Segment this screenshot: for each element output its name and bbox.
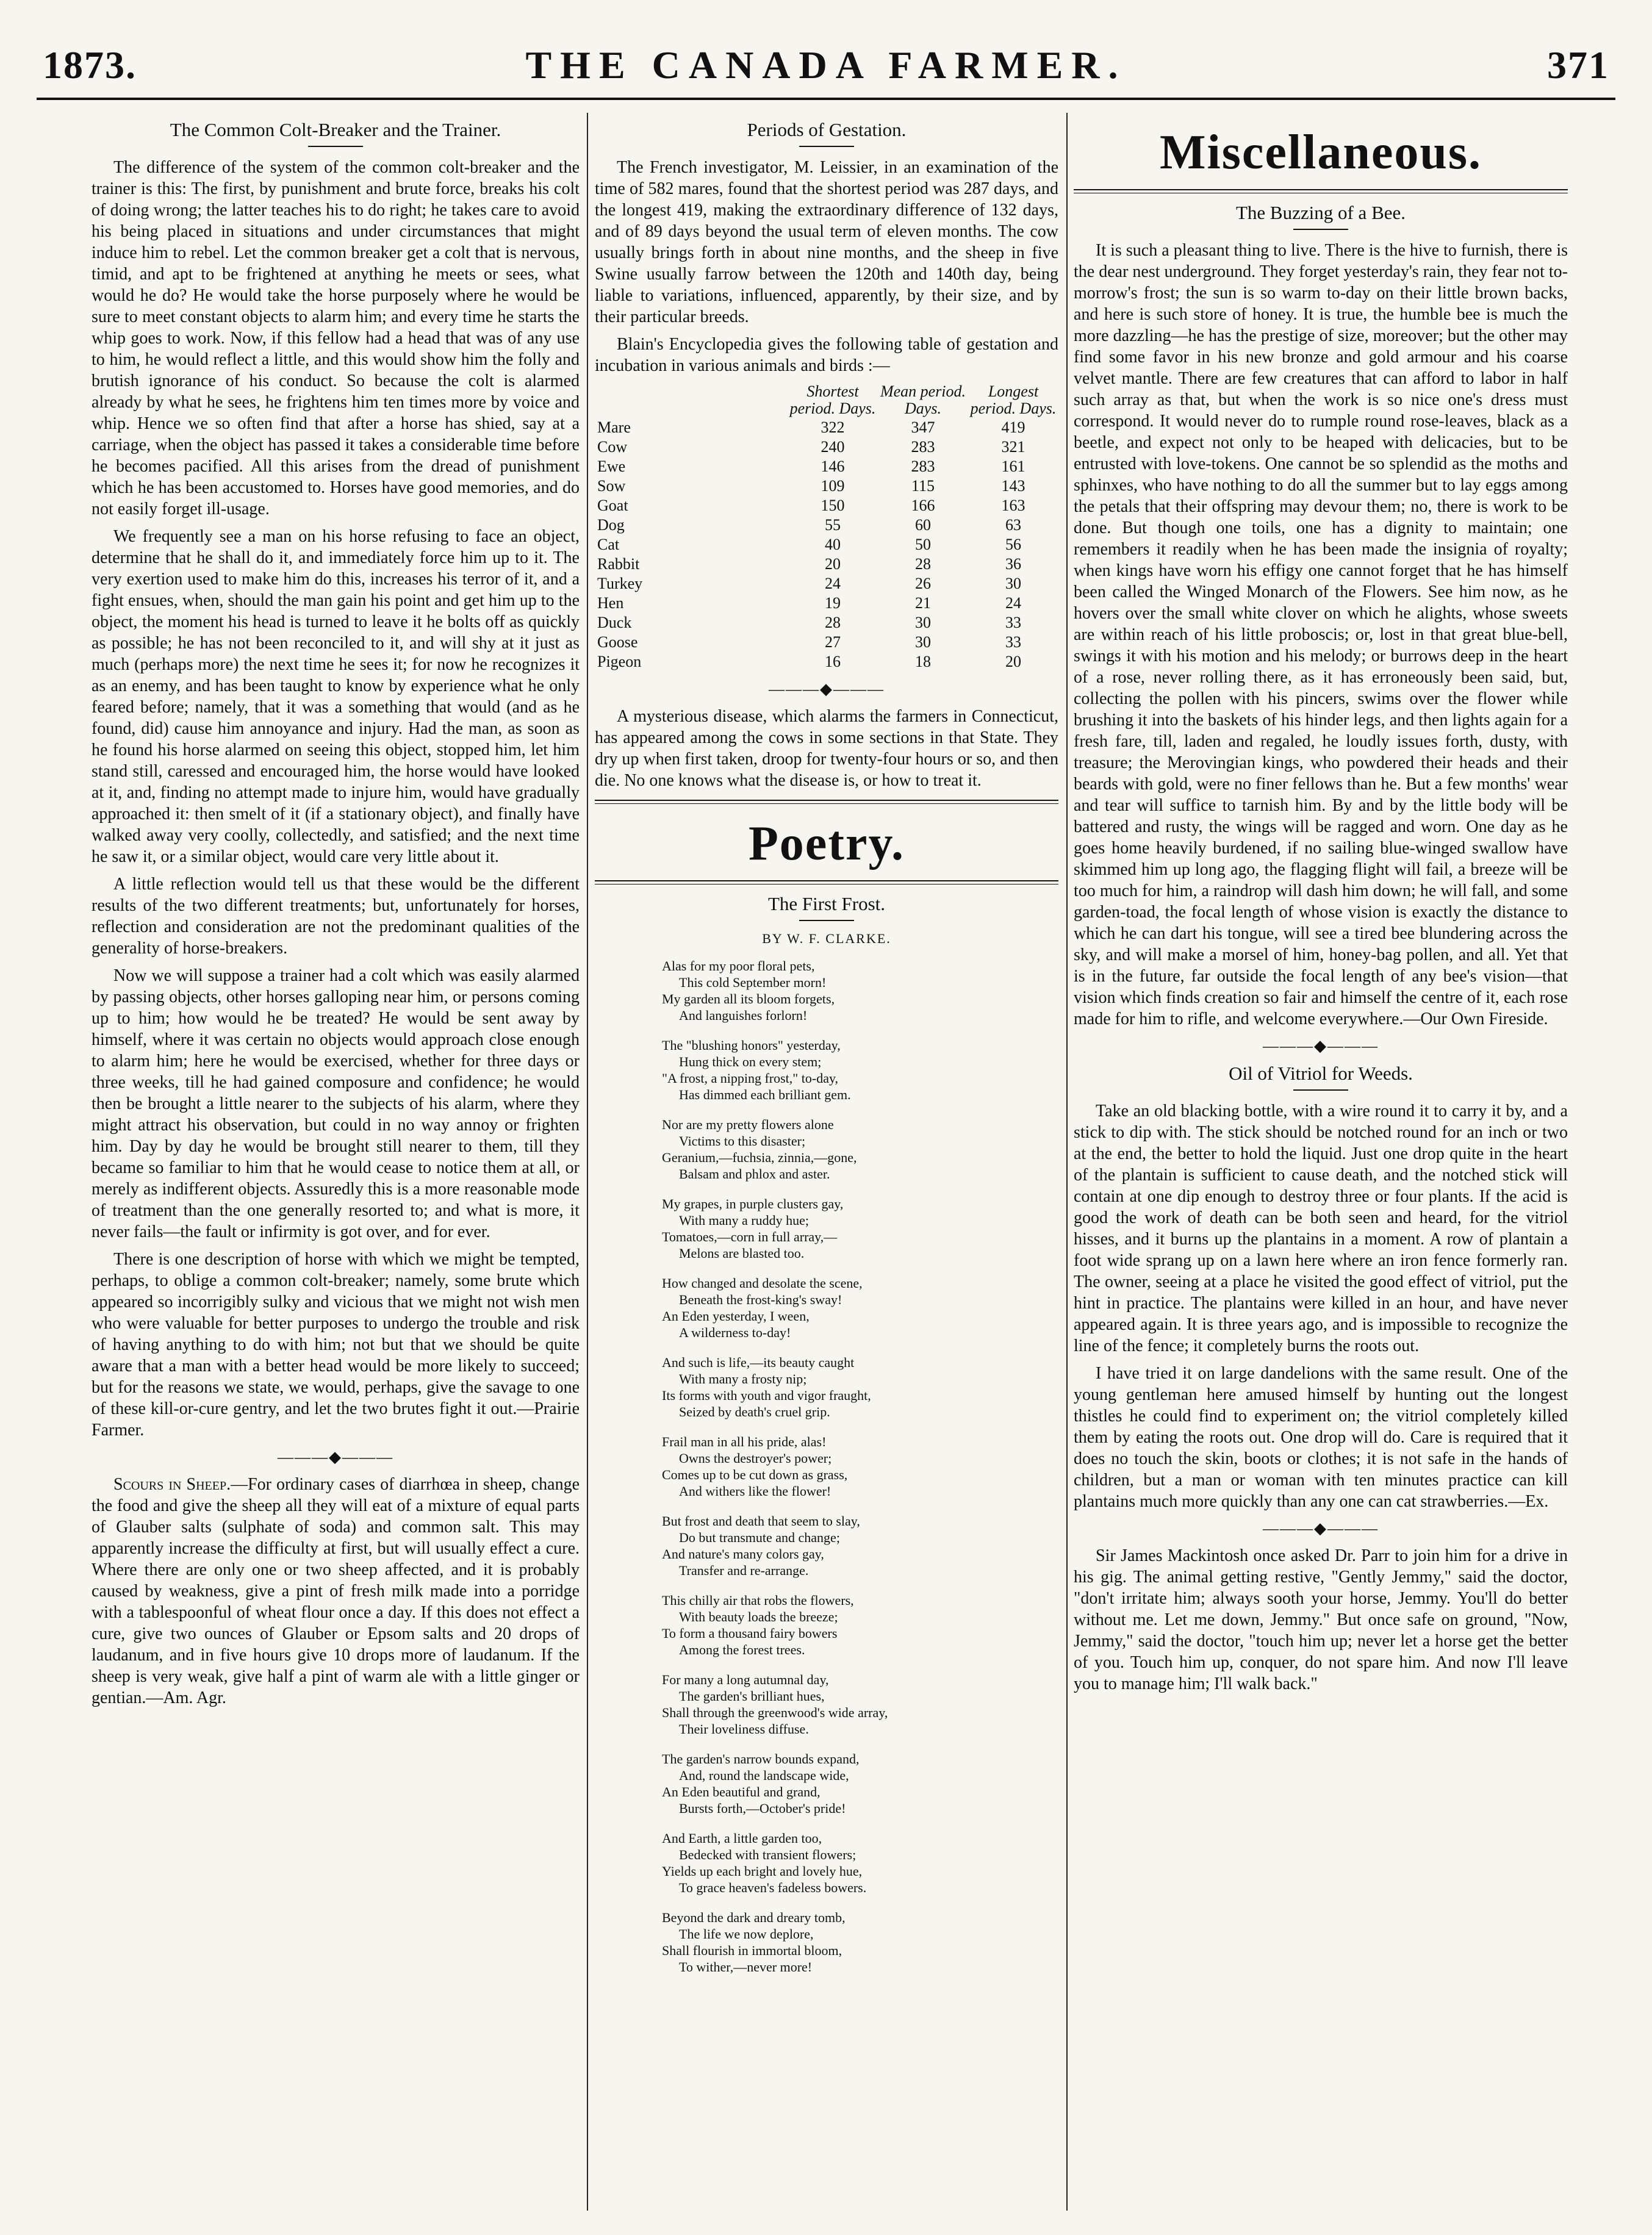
days-cell: 16 bbox=[825, 653, 841, 670]
days-cell: 36 bbox=[1005, 555, 1021, 573]
poem-line: And, round the landscape wide, bbox=[679, 1768, 849, 1783]
poem-line: This cold September morn! bbox=[679, 975, 827, 990]
column-divider-2 bbox=[1066, 113, 1068, 2211]
section-rule bbox=[1074, 189, 1568, 193]
poem-stanza bbox=[662, 1116, 1058, 1182]
days-cell: 30 bbox=[1005, 575, 1021, 592]
days-cell: 143 bbox=[1001, 477, 1025, 495]
poem-line: Bursts forth,—October's pride! bbox=[679, 1801, 846, 1816]
animal-name-cell: Goose bbox=[597, 633, 638, 651]
animal-name-cell: Goat bbox=[597, 497, 628, 514]
scours-article bbox=[92, 1474, 580, 1709]
animal-name-cell: Cat bbox=[597, 536, 620, 553]
poem-stanza bbox=[662, 1196, 1058, 1261]
days-cell: 115 bbox=[911, 477, 935, 495]
poem-line: Shall flourish in immortal bloom, bbox=[662, 1943, 842, 1958]
poem-stanza bbox=[662, 1830, 1058, 1896]
scours-lead: Scours in Sheep. bbox=[113, 1475, 231, 1494]
days-cell: 24 bbox=[825, 575, 841, 592]
title-rule bbox=[1293, 229, 1348, 230]
table-header: Shortest period. Days. bbox=[789, 382, 876, 417]
animal-name-cell: Hen bbox=[597, 594, 624, 612]
section-head-miscellaneous: Miscellaneous. bbox=[1160, 126, 1482, 179]
newspaper-title: THE CANADA FARMER. bbox=[525, 43, 1127, 87]
poem-line: Victims to this disaster; bbox=[679, 1133, 806, 1149]
days-cell: 60 bbox=[915, 516, 931, 534]
article-title-bee: The Buzzing of a Bee. bbox=[1235, 202, 1406, 223]
vitriol-paragraph: Take an old blacking bottle, with a wire round it to carry it by, and a stick to dip with. The stick should be notched round for an inch or two at the end, the better to hold the liquid. Just one drop quite in the heart of the plantain is sufficient to cause death, and the notched stick will contain at one dip enough to destroy three or four plants. If the acid is good the work of death can be both seen and heard, for the vitriol hisses, and it burns up the plantains in a moment. A row of plantain a foot wide sprang up on a lawn here where an iron fence formerly ran. The owner, seeing at a place he visited the good effect of vitriol, put the hint in practice. The plantains were killed in an hour, and have never appeared again. It is three years ago, and is impossible to recognize the line of the fence; it completely burns the roots out. bbox=[1074, 1102, 1568, 1355]
bee-paragraph: It is such a pleasant thing to live. There is the hive to furnish, there is the dear nest underground. They forget yesterday's rain, they fear not to-morrow's frost; the sun is so warm to-day on their little brown backs, and here is such store of honey. It is true, the humble bee is much the more dazzling—he has the prestige of size, moreover; but the other may find some favor in his new bronze and gold armour and his coarse velvet mantle. There are few creatures that can afford to labor in half such array as that, but when the work is so nice one's dress must correspond. It would never do to rumple round rose-leaves, black as a beetle, and expect not only to be heaped with delicacies, but to be entrusted with love-tokens. One cannot be so splendid as the moths and sphinxes, who have nothing to do all the summer but to lay eggs among the petals that their offspring may devour them; no, there is work to be done. But though one toils, one has a dignity to maintain; one remembers it readily when he has been made the insignia of royalty; when kings have worn his effigy one cannot forget that he has himself been called the Winged Monarch of the Flowers. See him now, as he hovers over the small white clover on which he alights, whose sweets are within reach of his little proboscis; or, lost in that great blue-bell, swings it with his motion and his melody; or burrows deep in the heart of a rose, never rolling there, as it has erroneously been said, but, collecting the pollen with his pincers, swims over the flower while brushing it into the baskets of his hinder legs, and then lights again for a fresh fare, till, laden and regaled, he loudly issues forth, dusty, with treasure; the Merovingian kings, who powdered their heads and their beards with gold, were no finer fellows than he. But a few months' wear and tear will suffice to tarnish him. By and by the little body will be battered and rusty, the wings will be ragged and worn. One day as he goes home heavily burdened, if no sailing blue-winged swallow have skimmed him up long ago, the flagging flight will fail, a breeze will be too much for him, a raindrop will dash him down; he will fall, and some garden-toad, the focal length of whose vision is exactly the distance to which he can dart his tongue, will see a tired bee blundering across the sky, and will make a morsel of him, honey-bag pollen, and all. Yet that is in the future, far outside the focal length of any bee's vision—that vision which finds creation so fair and himself the centre of it, each rose made for him to rifle, and welcome everywhere.—Our Own Fireside. bbox=[1074, 241, 1568, 1028]
gestation-table-body bbox=[595, 418, 1058, 672]
table-row bbox=[595, 594, 1058, 613]
days-cell: 419 bbox=[1001, 418, 1025, 436]
title-rule bbox=[799, 920, 854, 921]
poem-line: Transfer and re-arrange. bbox=[679, 1563, 809, 1578]
days-cell: 30 bbox=[915, 614, 931, 631]
poem-stanza bbox=[662, 1592, 1058, 1658]
poem-stanza bbox=[662, 1513, 1058, 1579]
poem-line: An Eden yesterday, I ween, bbox=[662, 1308, 810, 1324]
poem-line: Geranium,—fuchsia, zinnia,—gone, bbox=[662, 1150, 857, 1165]
vitriol-paragraph: I have tried it on large dandelions with the same result. One of the young gentleman here amused himself by hunting out the longest thistles he could find to experiment on; the vitriol completely killed them by eating the roots out. One drop will do. Care is required that it does no touch the skin, boots or clothes; it is not safe in the hands of children, but a man or woman with ten minutes practice can kill plantains much more quickly than any one can cat strawberries.—Ex. bbox=[1074, 1364, 1568, 1511]
poem-line: "A frost, a nipping frost," to-day, bbox=[662, 1071, 839, 1086]
article-separator: ———◆——— bbox=[769, 680, 885, 698]
days-cell: 28 bbox=[825, 614, 841, 631]
days-cell: 166 bbox=[911, 497, 935, 514]
poem-stanza bbox=[662, 1751, 1058, 1817]
poem-line: Hung thick on every stem; bbox=[679, 1054, 822, 1069]
table-row bbox=[595, 554, 1058, 574]
title-rule bbox=[799, 146, 854, 147]
poem-stanza bbox=[662, 1909, 1058, 1975]
days-cell: 33 bbox=[1005, 614, 1021, 631]
table-header: Mean period. Days. bbox=[880, 382, 966, 417]
poem-stanza bbox=[662, 1275, 1058, 1341]
article-separator: ———◆——— bbox=[278, 1448, 393, 1466]
days-cell: 163 bbox=[1001, 497, 1025, 514]
table-row bbox=[595, 535, 1058, 554]
poem-line: A wilderness to-day! bbox=[679, 1325, 791, 1340]
table-row bbox=[595, 437, 1058, 457]
poem-line: How changed and desolate the scene, bbox=[662, 1275, 863, 1291]
days-cell: 21 bbox=[915, 594, 931, 612]
days-cell: 18 bbox=[915, 653, 931, 670]
masthead bbox=[37, 37, 1615, 104]
table-row bbox=[595, 613, 1058, 633]
disease-paragraph: A mysterious disease, which alarms the farmers in Connecticut, has appeared among the cows in some sections in that State. They dry up when first taken, droop for twenty-four hours or so, and then die. No one knows what the disease is, or how to treat it. bbox=[595, 707, 1058, 790]
days-cell: 63 bbox=[1005, 516, 1021, 534]
poem-line: Beyond the dark and dreary tomb, bbox=[662, 1910, 846, 1925]
poem-line: To grace heaven's fadeless bowers. bbox=[679, 1880, 867, 1895]
days-cell: 20 bbox=[825, 555, 841, 573]
poem-line: My grapes, in purple clusters gay, bbox=[662, 1196, 844, 1211]
table-row bbox=[595, 457, 1058, 476]
poem-line: Bedecked with transient flowers; bbox=[679, 1847, 857, 1862]
animal-name-cell: Dog bbox=[597, 516, 625, 534]
days-cell: 30 bbox=[915, 633, 931, 651]
issue-year: 1873. bbox=[43, 43, 137, 87]
poem-line: With many a frosty nip; bbox=[679, 1371, 807, 1387]
poem-line: To wither,—never more! bbox=[679, 1959, 813, 1975]
poem-line: Seized by death's cruel grip. bbox=[679, 1404, 830, 1419]
article-paragraph: Now we will suppose a trainer had a colt which was easily alarmed by passing objects, other horses galloping near him, or persons coming up to him; how would he be treated? He would be sent away by himself, where it was certain no objects would approach close enough to alarm him; here he would be exercised, whether for three days or three weeks, till he had gained composure and confidence; he would then be brought a little nearer to the subjects of his alarm, where they might attract his observation, but could in no way annoy or frighten him. Day by day he would be brought still nearer to them, till they became so familiar to him that he would cease to notice them at all, or merely as indifferent objects. Assuredly this is a more reasonable mode of treatment than the one generally resorted to; and what is more, it never fails—the fault or infirmity is got over, and for ever. bbox=[92, 966, 580, 1241]
poem-line: Comes up to be cut down as grass, bbox=[662, 1467, 848, 1482]
poem-line: The garden's brilliant hues, bbox=[679, 1688, 825, 1704]
poem-stanza bbox=[662, 1037, 1058, 1103]
days-cell: 109 bbox=[821, 477, 845, 495]
masthead-rule bbox=[37, 98, 1615, 100]
poem-line: For many a long autumnal day, bbox=[662, 1672, 829, 1687]
article-paragraph: We frequently see a man on his horse refusing to face an object, determine that he shall do it, and immediately force him up to it. The very exertion used to make him do this, increases his terror of it, and a fight ensues, when, should the man gain his point and get him up to the object, the moment his head is turned to leave it he bolts off as quickly as possible; he has not been reconciled to it, and will shy at it just as much (perhaps more) the next time he sees it; for now he recognizes it as an enemy, and has been taught to know by experience what he only feared before; namely, that it was a something that would (and as he found, did) cause him annoyance and injury. Had the man, as soon as he found his horse alarmed on seeing this object, stopped him, let him stand still, caressed and encouraged him, the horse would have looked at it, and, finding no attempt made to injure him, would have gradually approached it: then smelt of it (if a stationary object), and finally have walked away very coolly, collectedly, and satisfied; and the next time he saw it, or a similar object, would care very little about it. bbox=[92, 527, 580, 866]
poem-stanza bbox=[662, 1354, 1058, 1420]
days-cell: 146 bbox=[821, 457, 845, 475]
column-1 bbox=[92, 113, 580, 2211]
days-cell: 283 bbox=[911, 457, 935, 475]
days-cell: 19 bbox=[825, 594, 841, 612]
animal-name-cell: Mare bbox=[597, 418, 631, 436]
article-separator: ———◆——— bbox=[1263, 1519, 1379, 1537]
article-separator: ———◆——— bbox=[1263, 1037, 1379, 1055]
column-2 bbox=[595, 113, 1058, 2211]
poem-line: The life we now deplore, bbox=[679, 1926, 814, 1942]
gestation-paragraph: The French investigator, M. Leissier, in an examination of the time of 582 mares, found that the shortest period was 287 days, and the longest 419, making the extraordinary difference of 132 days, and of 89 days beyond the usual term of eleven months. The cow usually brings forth in about nine months, and the sheep in five Swine usually farrow between the 120th and 140th day, being liable to variations, influenced, apparently, by their size, and by their particular breeds. bbox=[595, 158, 1058, 326]
article-title-gestation: Periods of Gestation. bbox=[747, 119, 907, 140]
days-cell: 55 bbox=[825, 516, 841, 534]
days-cell: 347 bbox=[911, 418, 935, 436]
days-cell: 20 bbox=[1005, 653, 1021, 670]
article-title-vitriol: Oil of Vitriol for Weeds. bbox=[1229, 1063, 1413, 1084]
poem-line: Frail man in all his pride, alas! bbox=[662, 1434, 827, 1449]
poem-line: But frost and death that seem to slay, bbox=[662, 1513, 860, 1529]
gestation-paragraph: Blain's Encyclopedia gives the following table of gestation and incubation in various animals and birds :— bbox=[595, 335, 1058, 375]
table-header-row bbox=[595, 382, 1058, 418]
poem-line: My garden all its bloom forgets, bbox=[662, 991, 835, 1006]
poem-line: Do but transmute and change; bbox=[679, 1530, 840, 1545]
table-row bbox=[595, 574, 1058, 594]
scours-text: —For ordinary cases of diarrhœa in sheep, change the food and give the sheep all they will eat of a mixture of equal parts of Glauber salts (sulphate of soda) and common salt. This may apparently increase the difficulty at first, but will usually effect a cure. Where there are only one or two sheep affected, and it is probably caused by weakness, give a pint of fresh milk made into a porridge with a tablespoonful of wheat flour once a day. If this does not effect a cure, give two ounces of Glauber or Epsom salts and 20 drops of laudanum, and in five hours give 10 drops more of laudanum. If the sheep is very weak, give half a pint of warm ale with a little ginger or gentian.—Am. Agr. bbox=[92, 1475, 580, 1707]
poem-line: With many a ruddy hue; bbox=[679, 1213, 809, 1228]
poem-line: This chilly air that robs the flowers, bbox=[662, 1593, 854, 1608]
poem-line: And languishes forlorn! bbox=[679, 1008, 808, 1023]
table-row bbox=[595, 476, 1058, 496]
days-cell: 33 bbox=[1005, 633, 1021, 651]
days-cell: 321 bbox=[1001, 438, 1025, 456]
table-row bbox=[595, 633, 1058, 652]
article-paragraph: The difference of the system of the common colt-breaker and the trainer is this: The first, by punishment and brute force, breaks his colt of doing wrong; the latter teaches his to do right; he takes care to avoid his being placed in situations and under circumstances that might induce him to rebel. Let the common breaker get a colt that is nervous, timid, and apt to be frightened at anything he meets or sees, what would he do? He would take the horse purposely where he would be sure to meet constant objects to alarm him; and every time he starts the whip goes to work. Now, if this fellow had a head that was of any use to him, he would reflect a little, and this would show him the folly and brutish ignorance of his conduct. So because the colt is alarmed already by what he sees, he frightens him ten times more by voice and whip. Hence we so often find that after a horse has shied, say at a carriage, when the object has passed it takes a considerable time before he becomes pacified. All this arises from the dread of punishment which he has been accustomed to. Horses have good memories, and do not easily forget ill-usage. bbox=[92, 158, 580, 518]
poem-line: Shall through the greenwood's wide array, bbox=[662, 1705, 888, 1720]
days-cell: 283 bbox=[911, 438, 935, 456]
animal-name-cell: Pigeon bbox=[597, 653, 642, 670]
days-cell: 56 bbox=[1005, 536, 1021, 553]
poem-line: With beauty loads the breeze; bbox=[679, 1609, 838, 1624]
days-cell: 28 bbox=[915, 555, 931, 573]
parr-anecdote: Sir James Mackintosh once asked Dr. Parr to join him for a drive in his gig. The animal getting restive, "Gently Jemmy," said the doctor, "don't irritate him; always sooth your horse, Jemmy. You'll do better without me. Let me down, Jemmy." But once safe on ground, "Now, Jemmy," said the doctor, "touch him up; never let a horse get the better of you. Touch him up, conquer, do not spare him. And now I'll leave you to manage him; I'll walk back." bbox=[1074, 1546, 1568, 1693]
column-3 bbox=[1074, 113, 1568, 2211]
poem-line: And withers like the flower! bbox=[679, 1483, 831, 1499]
poem-line: Has dimmed each brilliant gem. bbox=[679, 1087, 851, 1102]
column-divider-1 bbox=[587, 113, 588, 2211]
poem-line: Their loveliness diffuse. bbox=[679, 1721, 809, 1737]
days-cell: 161 bbox=[1001, 457, 1025, 475]
table-header: Longest period. Days. bbox=[970, 382, 1057, 417]
days-cell: 26 bbox=[915, 575, 931, 592]
animal-name-cell: Cow bbox=[597, 438, 628, 456]
days-cell: 40 bbox=[825, 536, 841, 553]
poem-stanza bbox=[662, 958, 1058, 1024]
poem-line: Among the forest trees. bbox=[679, 1642, 805, 1657]
article-paragraph: A little reflection would tell us that these would be the different results of the two different treatments; but, unfortunately for horses, reflection and consideration are not the predominant qualities of the generality of horse-breakers. bbox=[92, 875, 580, 958]
poem-line: To form a thousand fairy bowers bbox=[662, 1626, 838, 1641]
poem-line: And such is life,—its beauty caught bbox=[662, 1355, 855, 1370]
days-cell: 24 bbox=[1005, 594, 1021, 612]
poem-stanza bbox=[662, 1433, 1058, 1499]
gestation-table bbox=[595, 382, 1058, 672]
poem-line: The garden's narrow bounds expand, bbox=[662, 1751, 860, 1767]
days-cell: 150 bbox=[821, 497, 845, 514]
table-row bbox=[595, 418, 1058, 437]
poem-line: Tomatoes,—corn in full array,— bbox=[662, 1229, 838, 1244]
animal-name-cell: Ewe bbox=[597, 457, 626, 475]
poem-line: Nor are my pretty flowers alone bbox=[662, 1117, 834, 1132]
poem-body bbox=[595, 958, 1058, 1975]
poem-line: An Eden beautiful and grand, bbox=[662, 1784, 821, 1799]
section-rule bbox=[595, 800, 1058, 804]
animal-name-cell: Turkey bbox=[597, 575, 643, 592]
poem-line: And nature's many colors gay, bbox=[662, 1546, 824, 1562]
poem-line: Its forms with youth and vigor fraught, bbox=[662, 1388, 871, 1403]
poem-line: Beneath the frost-king's sway! bbox=[679, 1292, 842, 1307]
animal-name-cell: Sow bbox=[597, 477, 626, 495]
days-cell: 240 bbox=[821, 438, 845, 456]
article-title-colt-breaker: The Common Colt-Breaker and the Trainer. bbox=[170, 119, 501, 140]
poem-line: Yields up each bright and lovely hue, bbox=[662, 1864, 863, 1879]
page-number: 371 bbox=[1547, 43, 1609, 87]
table-row bbox=[595, 496, 1058, 515]
poem-stanza bbox=[662, 1671, 1058, 1737]
poem-line: And Earth, a little garden too, bbox=[662, 1831, 822, 1846]
poem-line: Balsam and phlox and aster. bbox=[679, 1166, 830, 1182]
article-paragraph: There is one description of horse with which we might be tempted, perhaps, to oblige a common colt-breaker; namely, some brute which appeared so incorrigibly sulky and vicious that we might not wish men who were valuable for better purposes to undergo the trouble and risk of having anything to do with him; not but that we should be quite aware that a man with a better head would be more likely to succeed; but for the reasons we state, we would, perhaps, give the savage to one of these kill-or-cure gentry, and let the two brutes fight it out.—Prairie Farmer. bbox=[92, 1250, 580, 1440]
animal-name-cell: Rabbit bbox=[597, 555, 640, 573]
animal-name-cell: Duck bbox=[597, 614, 632, 631]
days-cell: 27 bbox=[825, 633, 841, 651]
days-cell: 322 bbox=[821, 418, 845, 436]
table-row bbox=[595, 652, 1058, 672]
title-rule bbox=[308, 146, 363, 147]
table-header bbox=[595, 382, 788, 418]
poem-line: Alas for my poor floral pets, bbox=[662, 958, 815, 974]
poem-byline: BY W. F. CLARKE. bbox=[762, 931, 891, 946]
title-rule bbox=[1293, 1089, 1348, 1091]
poem-line: Melons are blasted too. bbox=[679, 1246, 805, 1261]
section-rule bbox=[595, 880, 1058, 884]
table-row bbox=[595, 515, 1058, 535]
section-head-poetry: Poetry. bbox=[748, 817, 905, 870]
poem-title: The First Frost. bbox=[767, 893, 886, 914]
poem-line: The "blushing honors" yesterday, bbox=[662, 1038, 841, 1053]
days-cell: 50 bbox=[915, 536, 931, 553]
poem-line: Owns the destroyer's power; bbox=[679, 1451, 832, 1466]
